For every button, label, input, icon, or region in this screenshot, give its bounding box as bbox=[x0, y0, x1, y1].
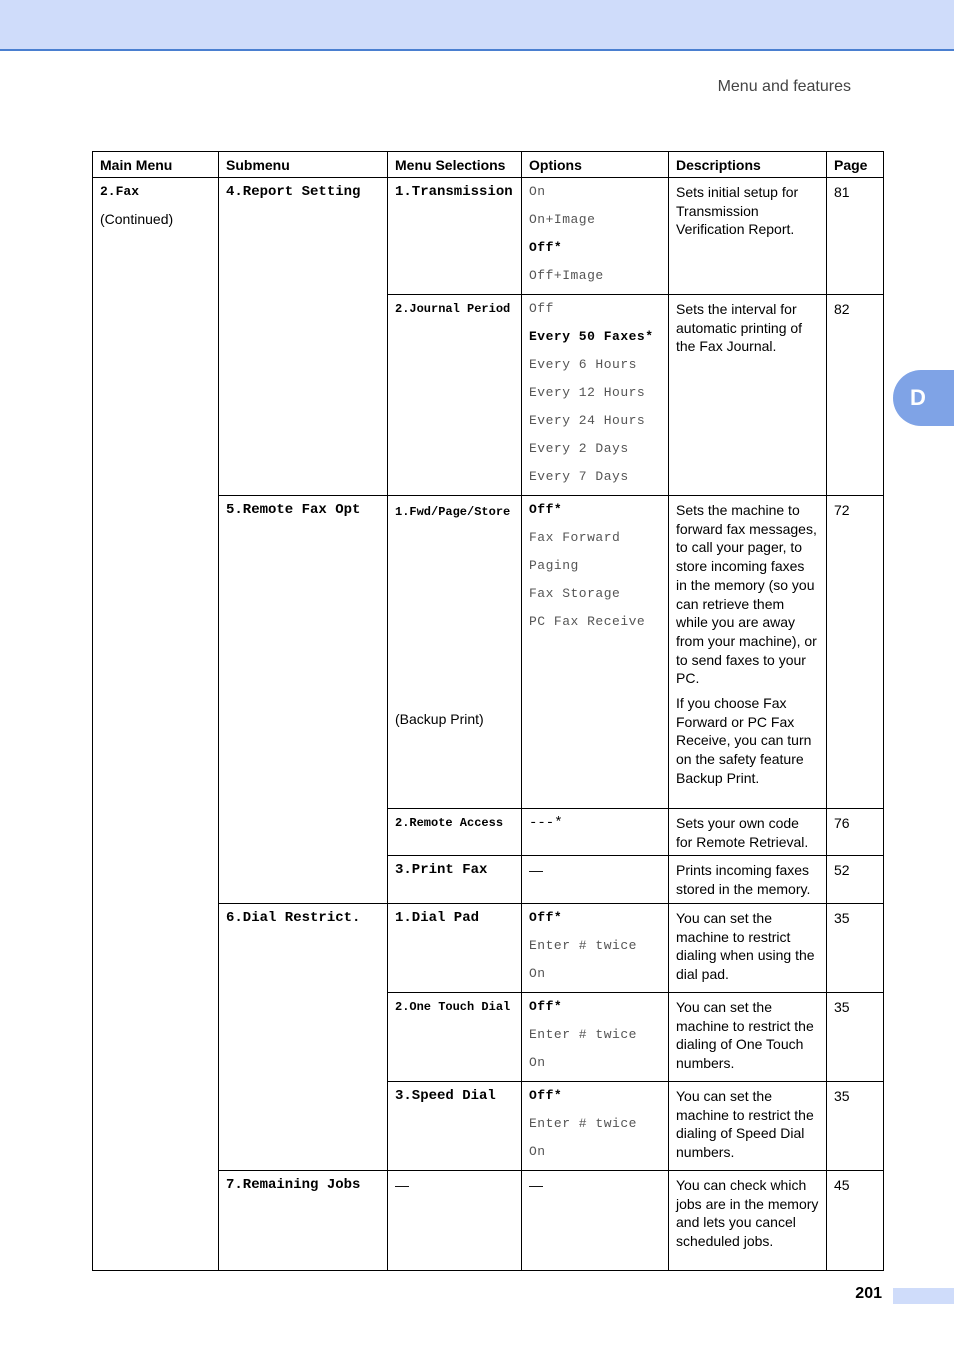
appendix-tab bbox=[893, 370, 954, 426]
option-item: Enter # twice bbox=[529, 937, 637, 953]
table-row bbox=[93, 178, 884, 295]
page-journal-period: 82 bbox=[827, 295, 884, 496]
option-item: Off bbox=[529, 301, 554, 316]
submenu-dial-restrict: 6.Dial Restrict. bbox=[219, 903, 388, 1170]
option-item-default: Off* bbox=[529, 502, 563, 517]
description-one-touch-dial: You can set the machine to restrict the dialing of One Touch numbers. bbox=[669, 992, 827, 1081]
option-item: Enter # twice bbox=[529, 1115, 637, 1131]
page-speed-dial: 35 bbox=[827, 1081, 884, 1170]
page-dial-pad: 35 bbox=[827, 903, 884, 992]
option-item-default: Off* bbox=[529, 240, 563, 255]
option-remaining-jobs: — bbox=[522, 1170, 669, 1270]
submenu-remote-fax-opt: 5.Remote Fax Opt bbox=[219, 496, 388, 904]
page-remote-access: 76 bbox=[827, 809, 884, 856]
option-item: PC Fax Receive bbox=[529, 614, 646, 629]
page-remaining-jobs: 45 bbox=[827, 1170, 884, 1270]
option-item-default: Off* bbox=[529, 1087, 563, 1103]
description-journal-period: Sets the interval for automatic printing of the Fax Journal. bbox=[669, 295, 827, 496]
option-item: Enter # twice bbox=[529, 1026, 637, 1042]
col-header-main-menu: Main Menu bbox=[93, 152, 219, 178]
selection-remaining-jobs: — bbox=[388, 1170, 522, 1270]
option-item: Fax Storage bbox=[529, 586, 621, 601]
col-header-descriptions: Descriptions bbox=[669, 152, 827, 178]
description-fwd-page-store-backup: If you choose Fax Forward or PC Fax Receive, you can turn on the safety feature Backup Print. bbox=[676, 695, 812, 786]
option-item: On bbox=[529, 1143, 546, 1159]
table-header-row bbox=[93, 152, 884, 178]
col-header-page: Page bbox=[827, 152, 884, 178]
top-banner bbox=[0, 0, 954, 51]
option-remote-access: ---* bbox=[522, 809, 669, 856]
page-print-fax: 52 bbox=[827, 856, 884, 903]
main-menu-label: 2.Fax bbox=[100, 184, 140, 199]
options-speed-dial bbox=[522, 1081, 669, 1170]
description-fwd-page-store: Sets the machine to forward fax messages, to call your pager, to store incoming faxes in the memory (so you can retrieve them while you are away from your machine), or to send faxes to your PC. bbox=[676, 502, 817, 687]
option-print-fax: — bbox=[522, 856, 669, 903]
selection-speed-dial: 3.Speed Dial bbox=[388, 1081, 522, 1170]
option-item: On bbox=[529, 1054, 546, 1070]
menu-table bbox=[92, 151, 884, 1271]
appendix-tab-letter: D bbox=[910, 385, 926, 410]
page-number: 201 bbox=[855, 1285, 882, 1302]
description-remote-access: Sets your own code for Remote Retrieval. bbox=[669, 809, 827, 856]
main-menu-cell bbox=[93, 178, 219, 1271]
option-item: Paging bbox=[529, 558, 579, 573]
submenu-report-setting: 4.Report Setting bbox=[219, 178, 388, 496]
options-transmission bbox=[522, 178, 669, 295]
options-fwd-page-store bbox=[522, 496, 669, 809]
option-item-default: Off* bbox=[529, 909, 563, 925]
submenu-remaining-jobs: 7.Remaining Jobs bbox=[219, 1170, 388, 1270]
option-item: Every 7 Days bbox=[529, 469, 629, 484]
col-header-submenu: Submenu bbox=[219, 152, 388, 178]
selection-fwd-page-store-cell bbox=[388, 496, 522, 809]
option-item-default: Every 50 Faxes* bbox=[529, 329, 654, 344]
selection-dial-pad: 1.Dial Pad bbox=[388, 903, 522, 992]
page-transmission: 81 bbox=[827, 178, 884, 295]
option-item: On+Image bbox=[529, 212, 596, 227]
col-header-options: Options bbox=[522, 152, 669, 178]
footer-bar bbox=[893, 1288, 954, 1304]
option-item: Every 6 Hours bbox=[529, 357, 637, 372]
description-speed-dial: You can set the machine to restrict the dialing of Speed Dial numbers. bbox=[669, 1081, 827, 1170]
option-item: Every 24 Hours bbox=[529, 413, 646, 428]
options-journal-period bbox=[522, 295, 669, 496]
description-transmission: Sets initial setup for Transmission Verification Report. bbox=[669, 178, 827, 295]
selection-one-touch-dial: 2.One Touch Dial bbox=[388, 992, 522, 1081]
main-menu-note: (Continued) bbox=[100, 210, 174, 227]
option-item: On bbox=[529, 184, 546, 199]
col-header-menu-selections: Menu Selections bbox=[388, 152, 522, 178]
selection-remote-access: 2.Remote Access bbox=[388, 809, 522, 856]
option-item: Every 12 Hours bbox=[529, 385, 646, 400]
description-print-fax: Prints incoming faxes stored in the memory. bbox=[669, 856, 827, 903]
options-one-touch-dial bbox=[522, 992, 669, 1081]
selection-journal-period: 2.Journal Period bbox=[388, 295, 522, 496]
description-dial-pad: You can set the machine to restrict dialing when using the dial pad. bbox=[669, 903, 827, 992]
selection-transmission: 1.Transmission bbox=[388, 178, 522, 295]
description-remaining-jobs: You can check which jobs are in the memory and lets you cancel scheduled jobs. bbox=[669, 1170, 827, 1270]
backup-print-note: (Backup Print) bbox=[395, 711, 484, 727]
selection-fwd-page-store: 1.Fwd/Page/Store bbox=[395, 505, 511, 519]
options-dial-pad bbox=[522, 903, 669, 992]
selection-print-fax: 3.Print Fax bbox=[388, 856, 522, 903]
option-item: On bbox=[529, 965, 546, 981]
description-fwd-page-store-cell bbox=[669, 496, 827, 809]
option-item: Off+Image bbox=[529, 268, 604, 283]
option-item-default: Off* bbox=[529, 998, 563, 1014]
section-title: Menu and features bbox=[717, 78, 851, 95]
option-item: Every 2 Days bbox=[529, 441, 629, 456]
page-one-touch-dial: 35 bbox=[827, 992, 884, 1081]
page-fwd-page-store: 72 bbox=[827, 496, 884, 809]
option-item: Fax Forward bbox=[529, 530, 621, 545]
